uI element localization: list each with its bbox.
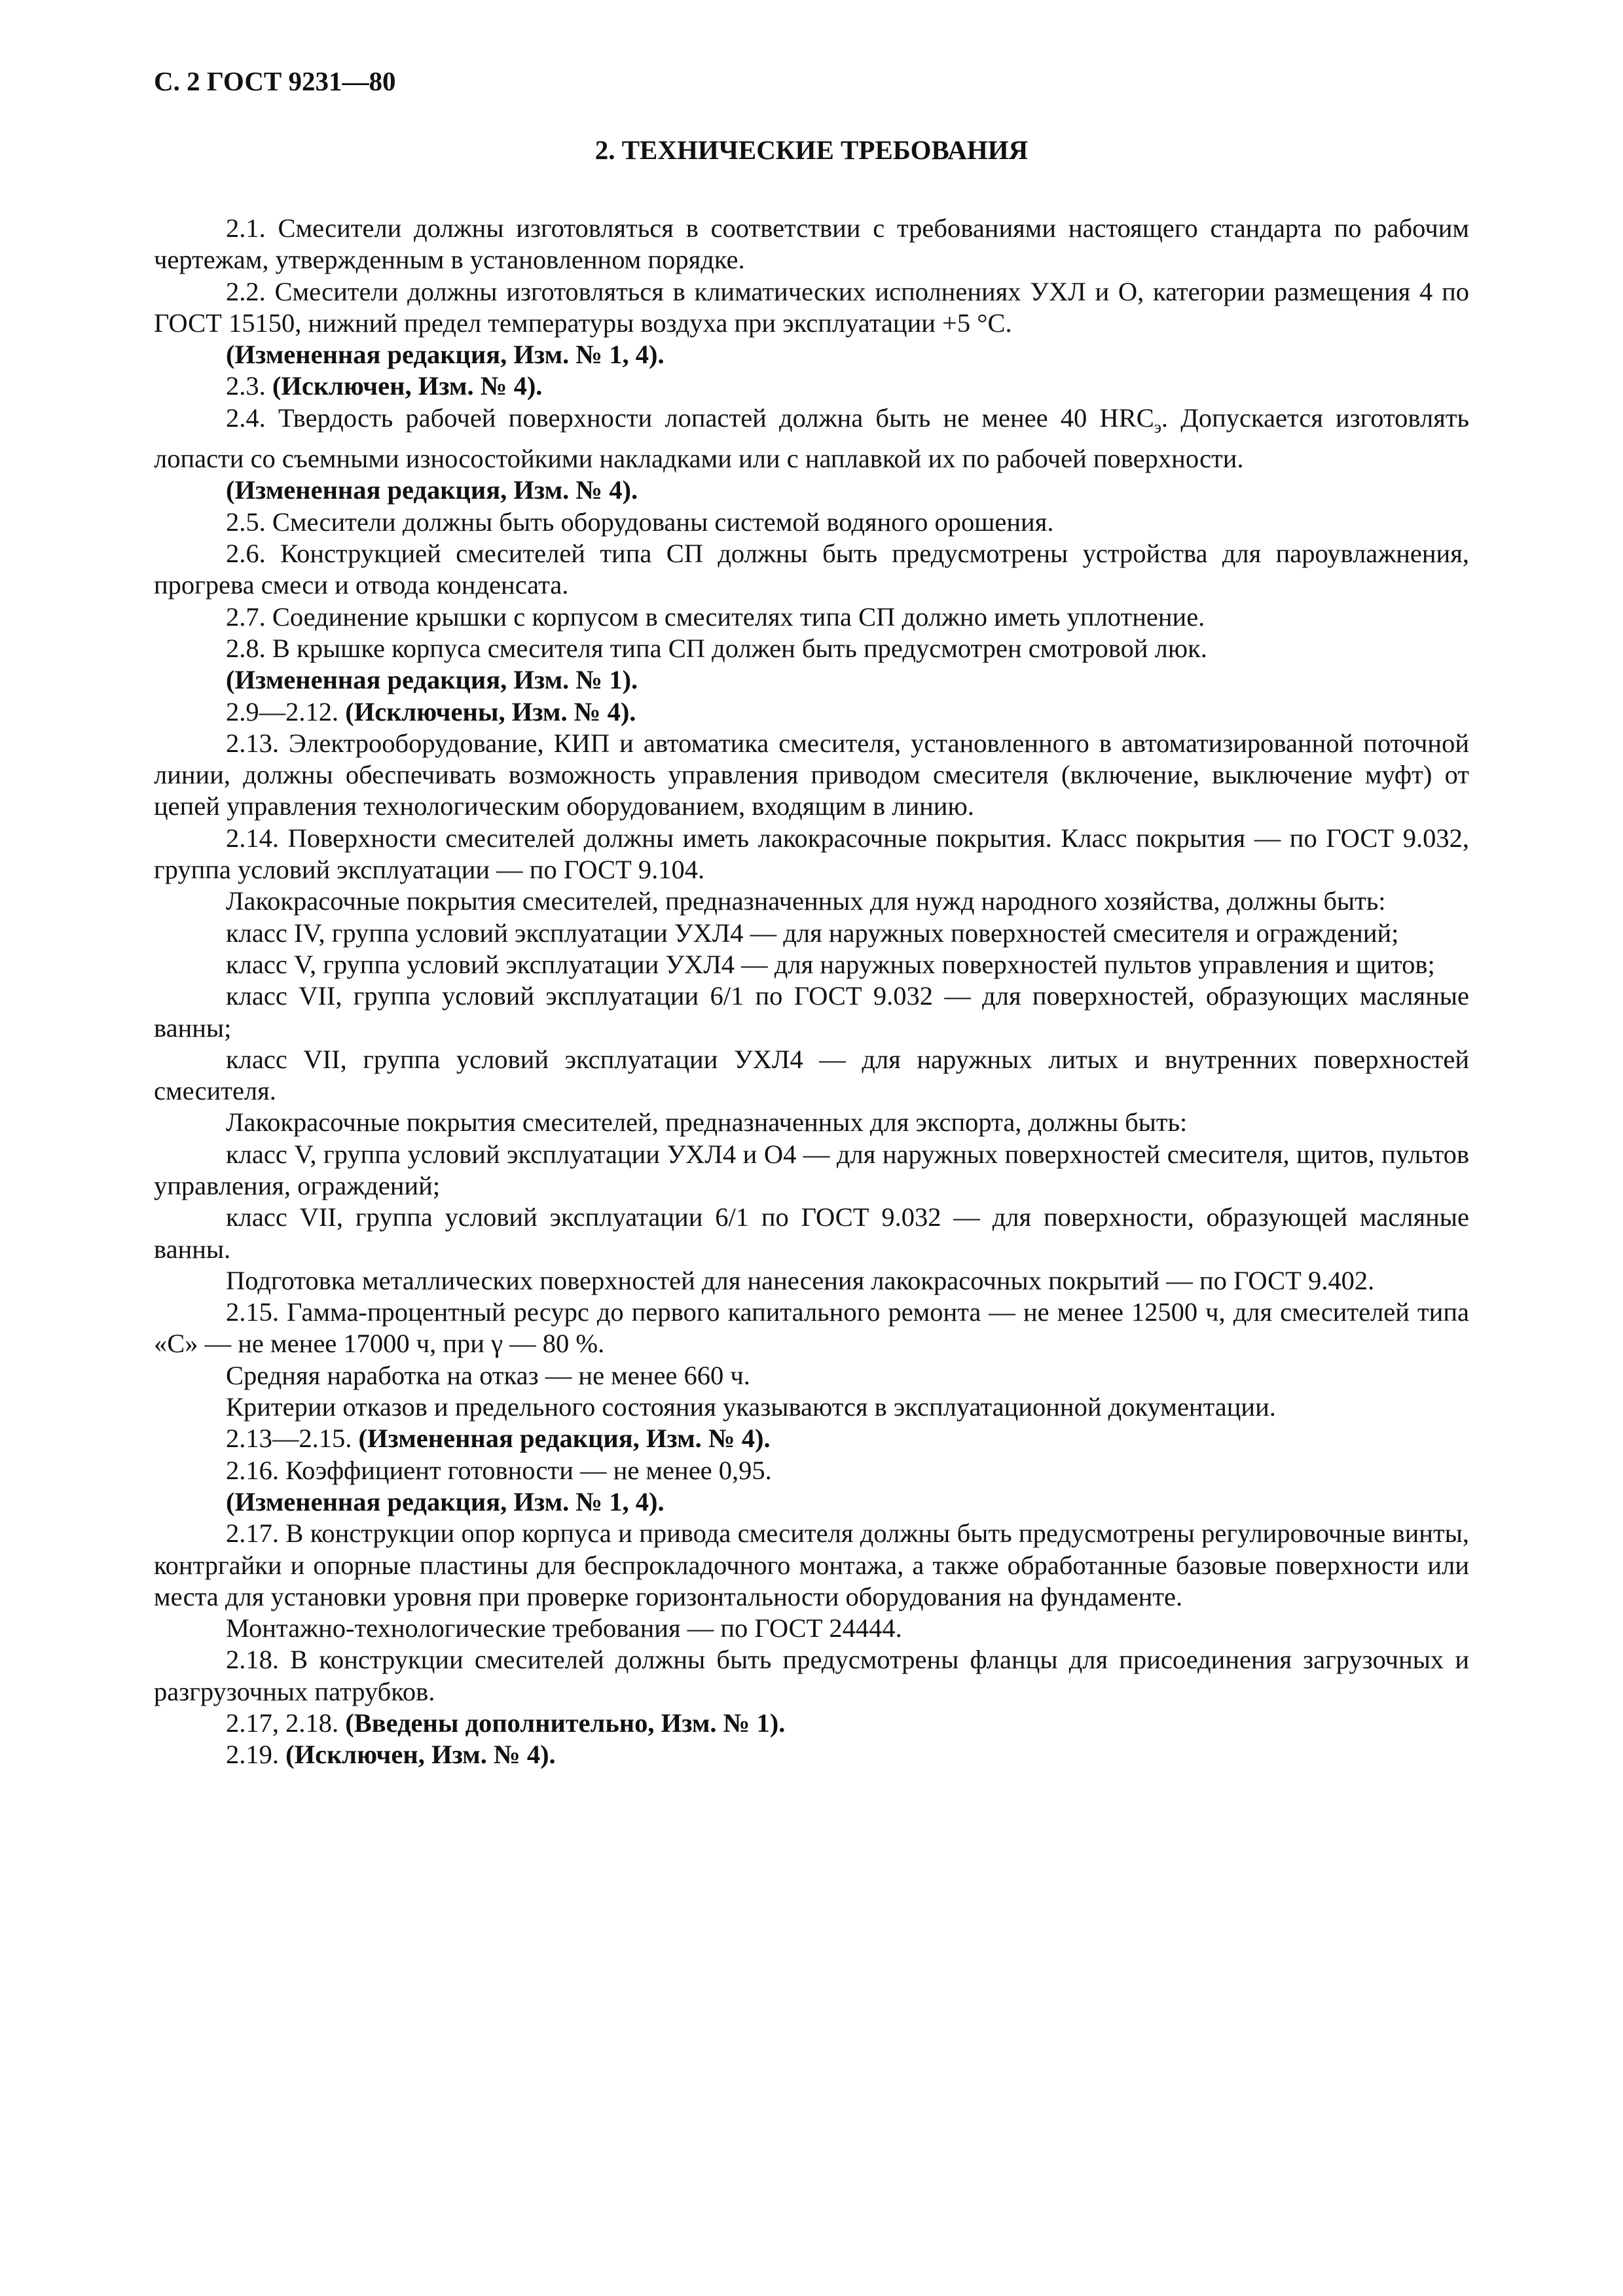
clause-2-8: 2.8. В крышке корпуса смесителя типа СП должен быть предусмотрен смотровой люк. [226,633,1207,663]
running-head: С. 2 ГОСТ 9231—80 [154,66,396,96]
section-title: 2. ТЕХНИЧЕСКИЕ ТРЕБОВАНИЯ [594,135,1029,165]
clause-2-14-domestic: Лакокрасочные покрытия смесителей, предназначенных для нужд народного хозяйства, должны быть: [226,886,1386,916]
clause-2-14-preparation: Подготовка металлических поверхностей для нанесения лакокрасочных покрытий — по ГОСТ 9.402. [226,1265,1375,1295]
amendment-note: (Измененная редакция, Изм. № 4). [358,1424,771,1454]
clause-2-13-2-15 [154,1423,1469,1454]
amendment-note: (Исключен, Изм. № 4). [272,371,543,401]
clause-2-14: 2.14. Поверхности смесителей должны иметь лакокрасочные покрытия. Класс покрытия — по ГОСТ 9.032, группа условий эксплуатации — по ГОСТ 9.104. [154,823,1469,885]
coating-class-item: класс V, группа условий эксплуатации УХЛ4 и О4 — для наружных поверхностей смесителя, щитов, пультов управления, ограждений; [154,1139,1469,1200]
clause-number: 2.19. [226,1740,279,1770]
coating-class-item: класс VII, группа условий эксплуатации УХЛ4 — для наружных литых и внутренних поверхностей смесителя. [154,1044,1469,1106]
clause-text: . Допускается изготовлять лопасти со съемными износостойкими накладками или с наплавкой их по рабочей поверхности. [154,403,1470,474]
coating-class-item: класс IV, группа условий эксплуатации УХЛ4 — для наружных поверхностей смесителя и ограждений; [226,918,1399,948]
clause-2-13: 2.13. Электрооборудование, КИП и автоматика смесителя, установленного в автоматизированной поточной линии, должны обеспечивать возможность управления приводом смесителя (включение, выключение муфт) от цепей управления технологическим оборудованием, входящим в линию. [154,728,1469,821]
clause-number: 2.13—2.15. [226,1424,352,1454]
coating-class-item: класс VII, группа условий эксплуатации 6/1 по ГОСТ 9.032 — для поверхностей, образующих масляные ванны; [154,981,1469,1043]
amendment-note: (Измененная редакция, Изм. № 1, 4). [226,340,665,370]
clause-2-4 [154,403,1469,475]
clause-2-17-mounting: Монтажно-технологические требования — по ГОСТ 24444. [226,1613,902,1643]
clause-2-16: 2.16. Коэффициент готовности — не менее 0,95. [226,1455,772,1485]
clause-2-9-2-12 [154,696,1469,728]
subscript: э [1154,417,1161,437]
clause-2-6: 2.6. Конструкцией смесителей типа СП должны быть предусмотрены устройства для пароувлажнения, прогрева смеси и отвода конденсата. [154,539,1469,600]
clause-2-14-export: Лакокрасочные покрытия смесителей, предназначенных для экспорта, должны быть: [226,1107,1188,1138]
amendment-note: (Введены дополнительно, Изм. № 1). [345,1708,786,1738]
clause-2-7: 2.7. Соединение крышки с корпусом в смесителях типа СП должно иметь уплотнение. [226,601,1205,632]
coating-class-item: класс VII, группа условий эксплуатации 6/1 по ГОСТ 9.032 — для поверхности, образующей масляные ванны. [154,1202,1469,1264]
clause-2-15: 2.15. Гамма-процентный ресурс до первого капитального ремонта — не менее 12500 ч, для смесителей типа «С» — не менее 17000 ч, при γ — 80 %. [154,1297,1469,1359]
clause-2-18: 2.18. В конструкции смесителей должны быть предусмотрены фланцы для присоединения загрузочных и разгрузочных патрубков. [154,1645,1469,1706]
clause-2-2: 2.2. Смесители должны изготовляться в климатических исполнениях УХЛ и О, категории размещения 4 по ГОСТ 15150, нижний предел температуры воздуха при эксплуатации +5 °С. [154,276,1469,338]
amendment-note: (Исключены, Изм. № 4). [345,696,636,726]
clause-2-1: 2.1. Смесители должны изготовляться в соответствии с требованиями настоящего стандарта по рабочим чертежам, утвержденным в установленном порядке. [154,213,1469,275]
clause-2-15-criteria: Критерии отказов и предельного состояния указываются в эксплуатационной документации. [226,1392,1276,1422]
clause-text: 2.4. Твердость рабочей поверхности лопастей должна быть не менее 40 HRC [226,403,1154,433]
clause-2-17: 2.17. В конструкции опор корпуса и привода смесителя должны быть предусмотрены регулировочные винты, контргайки и опорные пластины для беспрокладочного монтажа, а также обработанные базовые поверхности или места для установки уровня при проверке горизонтальности оборудования на фундаменте. [154,1518,1469,1611]
clause-2-17-2-18 [154,1708,1469,1739]
clause-number: 2.3. [226,371,266,401]
clause-number: 2.17, 2.18. [226,1708,339,1738]
amendment-note: (Измененная редакция, Изм. № 1). [226,665,638,695]
clause-2-15-mtbf: Средняя наработка на отказ — не менее 660 ч. [226,1360,750,1390]
amendment-note: (Измененная редакция, Изм. № 4). [226,475,638,505]
clause-2-5: 2.5. Смесители должны быть оборудованы системой водяного орошения. [226,507,1054,537]
document-body [154,213,1469,1771]
coating-class-item: класс V, группа условий эксплуатации УХЛ4 — для наружных поверхностей пультов управления и щитов; [226,949,1435,979]
clause-2-3 [154,370,1469,402]
amendment-note: (Измененная редакция, Изм. № 1, 4). [226,1486,665,1516]
amendment-note: (Исключен, Изм. № 4). [285,1740,556,1770]
clause-number: 2.9—2.12. [226,696,339,726]
clause-2-19 [154,1739,1469,1770]
